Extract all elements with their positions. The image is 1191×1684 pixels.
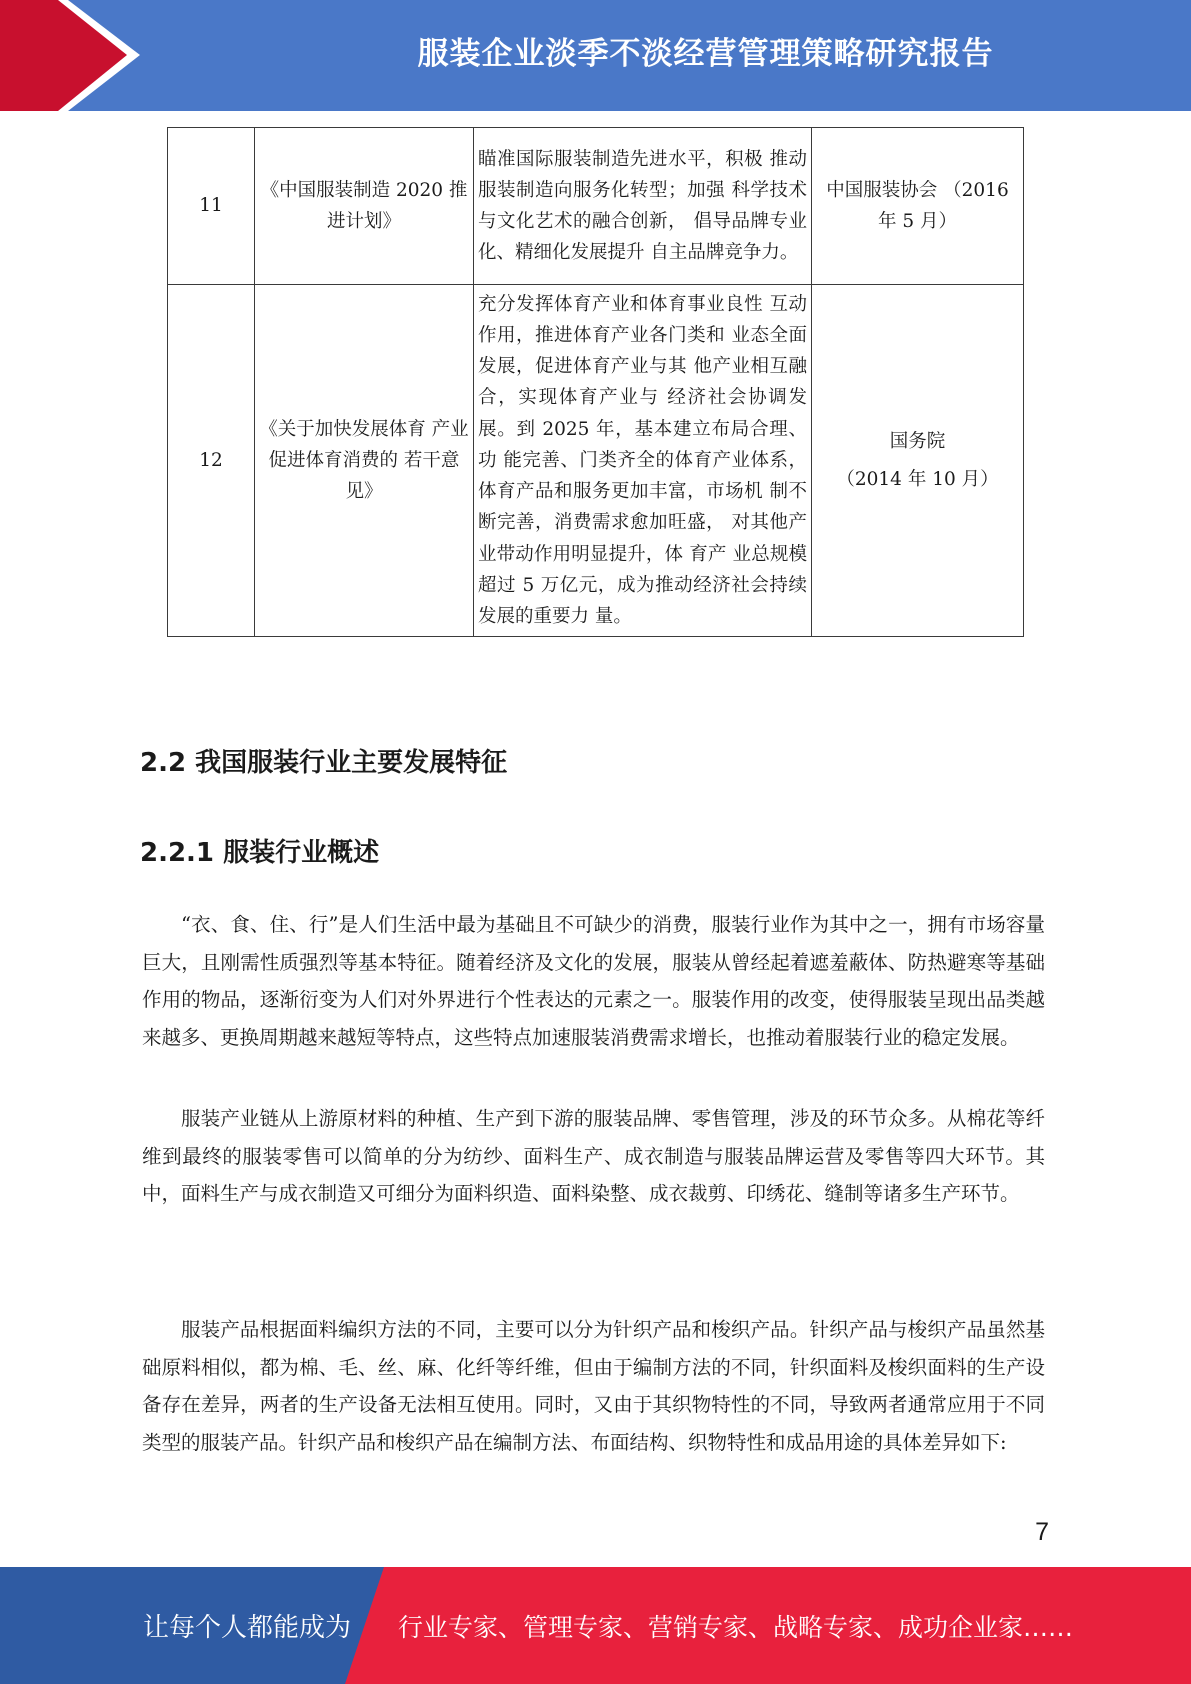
chevron-arrow-icon xyxy=(0,0,160,111)
policy-issuer xyxy=(812,128,1024,285)
policy-document-name: 《关于加快发展体育 产业促进体育消费的 若干意见》 xyxy=(255,285,474,637)
issuer-date: 年 5 月） xyxy=(877,211,958,232)
policy-document-name: 《中国服装制造 2020 推进计划》 xyxy=(255,128,474,285)
issuer-date: （2014 年 10 月） xyxy=(836,468,999,490)
footer-expert-list: 行业专家、管理专家、营销专家、战略专家、成功企业家…… xyxy=(398,1612,1074,1642)
body-paragraph: 服装产业链从上游原材料的种植、生产到下游的服装品牌、零售管理，涉及的环节众多。从棉花等纤维到最终的服装零售可以简单的分为纺纱、面料生产、成衣制造与服装品牌运营及零售等四大环节。其中，面料生产与成衣制造又可细分为面料织造、面料染整、成衣裁剪、印绣花、缝制等诸多生产环节。 xyxy=(142,1107,1045,1205)
document-title: 服装企业淡季不淡经营管理策略研究报告 xyxy=(417,35,994,72)
row-number: 11 xyxy=(168,128,255,285)
page-number: 7 xyxy=(1035,1518,1049,1546)
table-row xyxy=(168,128,1024,285)
subsection-heading: 2.2.1 服装行业概述 xyxy=(140,838,380,868)
page-header xyxy=(0,0,1191,111)
table-row xyxy=(168,285,1024,637)
policy-content: 充分发挥体育产业和体育事业良性 互动作用，推进体育产业各门类和 业态全面发展，促进体育产业与其 他产业相互融合，实现体育产业与 经济社会协调发展。到 2025 年，基本建立布局合理、功 能完善、门类齐全的体育产业体系， 体育产品和服务更加丰富，市场机 制不断完善，消费需求愈加旺盛， 对其他产业带动作用明显提升，体 育产 业总规模超过 5 万亿元，成为推动经济社会持续发展的重要力 量。 xyxy=(474,285,812,637)
policy-issuer xyxy=(812,285,1024,637)
section-heading: 2.2 我国服装行业主要发展特征 xyxy=(140,748,508,778)
issuer-line: 国务院 xyxy=(889,430,946,452)
policy-content: 瞄准国际服装制造先进水平，积极 推动服装制造向服务化转型；加强 科学技术与文化艺术的融合创新， 倡导品牌专业化、精细化发展提升 自主品牌竞争力。 xyxy=(474,128,812,285)
row-number: 12 xyxy=(168,285,255,637)
body-paragraph: 服装产品根据面料编织方法的不同，主要可以分为针织产品和梭织产品。针织产品与梭织产品虽然基础原料相似，都为棉、毛、丝、麻、化纤等纤维，但由于编制方法的不同，针织面料及梭织面料的生产设备存在差异，两者的生产设备无法相互使用。同时，又由于其织物特性的不同，导致两者通常应用于不同类型的服装产品。针织产品和梭织产品在编制方法、布面结构、织物特性和成品用途的具体差异如下: xyxy=(142,1318,1045,1454)
issuer-line: 中国服装协会 （2016 xyxy=(826,179,1009,201)
body-paragraph: “衣、食、住、行”是人们生活中最为基础且不可缺少的消费，服装行业作为其中之一，拥有市场容量巨大，且刚需性质强烈等基本特征。随着经济及文化的发展，服装从曾经起着遮羞蔽体、防热避寒等基础作用的物品，逐渐衍变为人们对外界进行个性表达的元素之一。服装作用的改变，使得服装呈现出品类越来越多、更换周期越来越短等特点，这些特点加速服装消费需求增长，也推动着服装行业的稳定发展。 xyxy=(142,913,1045,1049)
page-footer xyxy=(0,1567,1191,1684)
footer-slogan: 让每个人都能成为 xyxy=(143,1613,352,1643)
policy-table xyxy=(167,127,1024,637)
